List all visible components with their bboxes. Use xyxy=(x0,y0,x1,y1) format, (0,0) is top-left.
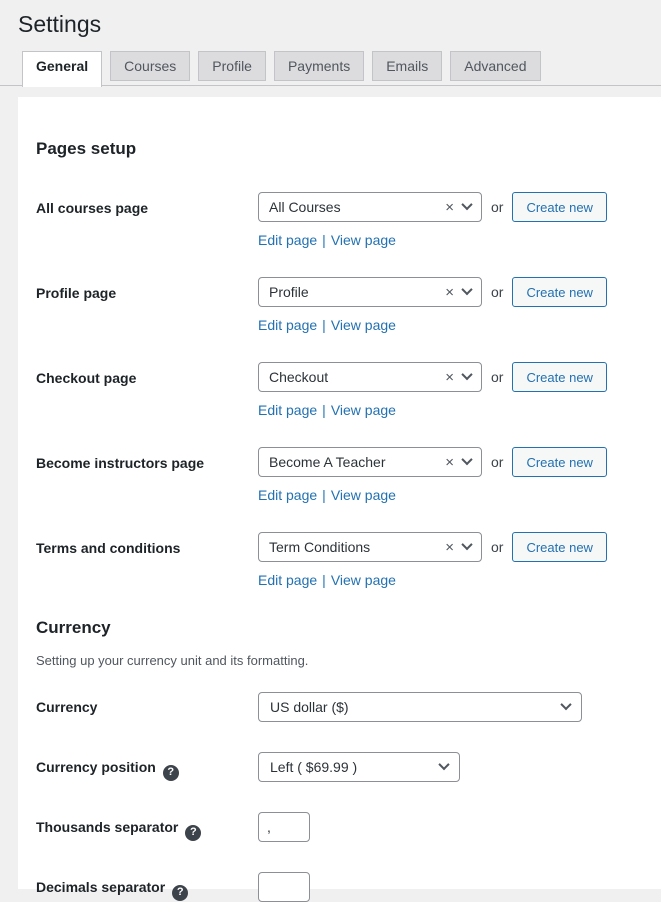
chevron-down-icon xyxy=(560,698,571,709)
page-title: Settings xyxy=(18,11,102,37)
settings-panel xyxy=(18,97,661,898)
help-icon[interactable]: ? xyxy=(163,765,179,781)
selected-page-value: Checkout xyxy=(269,369,329,385)
selected-page-value: Become A Teacher xyxy=(269,454,386,470)
create-new-button[interactable]: Create new xyxy=(512,447,606,477)
view-page-link[interactable]: View page xyxy=(330,232,396,248)
chevron-down-icon[interactable] xyxy=(461,283,472,294)
clear-icon[interactable]: × xyxy=(445,283,454,301)
create-new-button[interactable]: Create new xyxy=(512,532,606,562)
create-new-button[interactable]: Create new xyxy=(512,362,606,392)
thousands-separator-input[interactable] xyxy=(258,812,310,842)
chevron-down-icon[interactable] xyxy=(461,538,472,549)
settings-tabs xyxy=(22,51,541,87)
clear-icon[interactable]: × xyxy=(445,538,454,556)
or-label: or xyxy=(491,284,504,300)
tab-general[interactable]: General xyxy=(22,51,102,87)
link-separator: | xyxy=(322,402,326,418)
create-new-button[interactable]: Create new xyxy=(512,277,606,307)
row-profile-page xyxy=(36,277,643,335)
link-separator: | xyxy=(322,317,326,333)
or-label: or xyxy=(491,539,504,555)
tab-advanced[interactable]: Advanced xyxy=(450,51,540,81)
view-page-link[interactable]: View page xyxy=(330,402,396,418)
link-separator: | xyxy=(322,487,326,503)
become-instructors-page-select[interactable] xyxy=(258,447,482,477)
edit-page-link[interactable]: Edit page xyxy=(258,317,318,333)
row-decimals-separator xyxy=(36,872,643,902)
view-page-link[interactable]: View page xyxy=(330,572,396,588)
field-label: Thousands separator xyxy=(36,819,179,835)
terms-conditions-page-select[interactable] xyxy=(258,532,482,562)
help-icon[interactable]: ? xyxy=(172,885,188,901)
currency-heading: Currency xyxy=(36,618,111,637)
selected-currency-value: US dollar ($) xyxy=(270,699,349,715)
all-courses-page-select[interactable] xyxy=(258,192,482,222)
tab-payments[interactable]: Payments xyxy=(274,51,364,81)
row-currency xyxy=(36,692,643,722)
selected-position-value: Left ( $69.99 ) xyxy=(270,759,358,775)
field-label: Currency position xyxy=(36,759,156,775)
currency-position-select[interactable] xyxy=(258,752,460,782)
page-links xyxy=(258,485,607,505)
chevron-down-icon[interactable] xyxy=(461,368,472,379)
chevron-down-icon xyxy=(438,758,449,769)
profile-page-select[interactable] xyxy=(258,277,482,307)
edit-page-link[interactable]: Edit page xyxy=(258,402,318,418)
view-page-link[interactable]: View page xyxy=(330,487,396,503)
create-new-button[interactable]: Create new xyxy=(512,192,606,222)
field-label: Terms and conditions xyxy=(36,540,181,556)
field-label: Become instructors page xyxy=(36,455,205,471)
checkout-page-select[interactable] xyxy=(258,362,482,392)
currency-select[interactable] xyxy=(258,692,582,722)
or-label: or xyxy=(491,369,504,385)
row-checkout-page xyxy=(36,362,643,420)
field-label: All courses page xyxy=(36,200,149,216)
tab-courses[interactable]: Courses xyxy=(110,51,190,81)
clear-icon[interactable]: × xyxy=(445,368,454,386)
link-separator: | xyxy=(322,232,326,248)
page-links xyxy=(258,400,607,420)
edit-page-link[interactable]: Edit page xyxy=(258,487,318,503)
tab-emails[interactable]: Emails xyxy=(372,51,442,81)
selected-page-value: All Courses xyxy=(269,199,341,215)
tab-profile[interactable]: Profile xyxy=(198,51,266,81)
chevron-down-icon[interactable] xyxy=(461,198,472,209)
currency-description: Setting up your currency unit and its formatting. xyxy=(36,653,309,668)
help-icon[interactable]: ? xyxy=(185,825,201,841)
row-terms-and-conditions xyxy=(36,532,643,590)
edit-page-link[interactable]: Edit page xyxy=(258,572,318,588)
row-all-courses-page xyxy=(36,192,643,250)
view-page-link[interactable]: View page xyxy=(330,317,396,333)
row-currency-position xyxy=(36,752,643,782)
clear-icon[interactable]: × xyxy=(445,198,454,216)
page-links xyxy=(258,315,607,335)
page-links xyxy=(258,570,607,590)
clear-icon[interactable]: × xyxy=(445,453,454,471)
row-become-instructors-page xyxy=(36,447,643,505)
or-label: or xyxy=(491,199,504,215)
decimals-separator-input[interactable] xyxy=(258,872,310,902)
chevron-down-icon[interactable] xyxy=(461,453,472,464)
selected-page-value: Profile xyxy=(269,284,309,300)
edit-page-link[interactable]: Edit page xyxy=(258,232,318,248)
page-links xyxy=(258,230,607,250)
or-label: or xyxy=(491,454,504,470)
field-label: Profile page xyxy=(36,285,117,301)
selected-page-value: Term Conditions xyxy=(269,539,371,555)
field-label: Checkout page xyxy=(36,370,137,386)
field-label: Decimals separator xyxy=(36,879,166,895)
row-thousands-separator xyxy=(36,812,643,842)
link-separator: | xyxy=(322,572,326,588)
pages-setup-heading: Pages setup xyxy=(36,139,137,158)
field-label: Currency xyxy=(36,699,98,715)
